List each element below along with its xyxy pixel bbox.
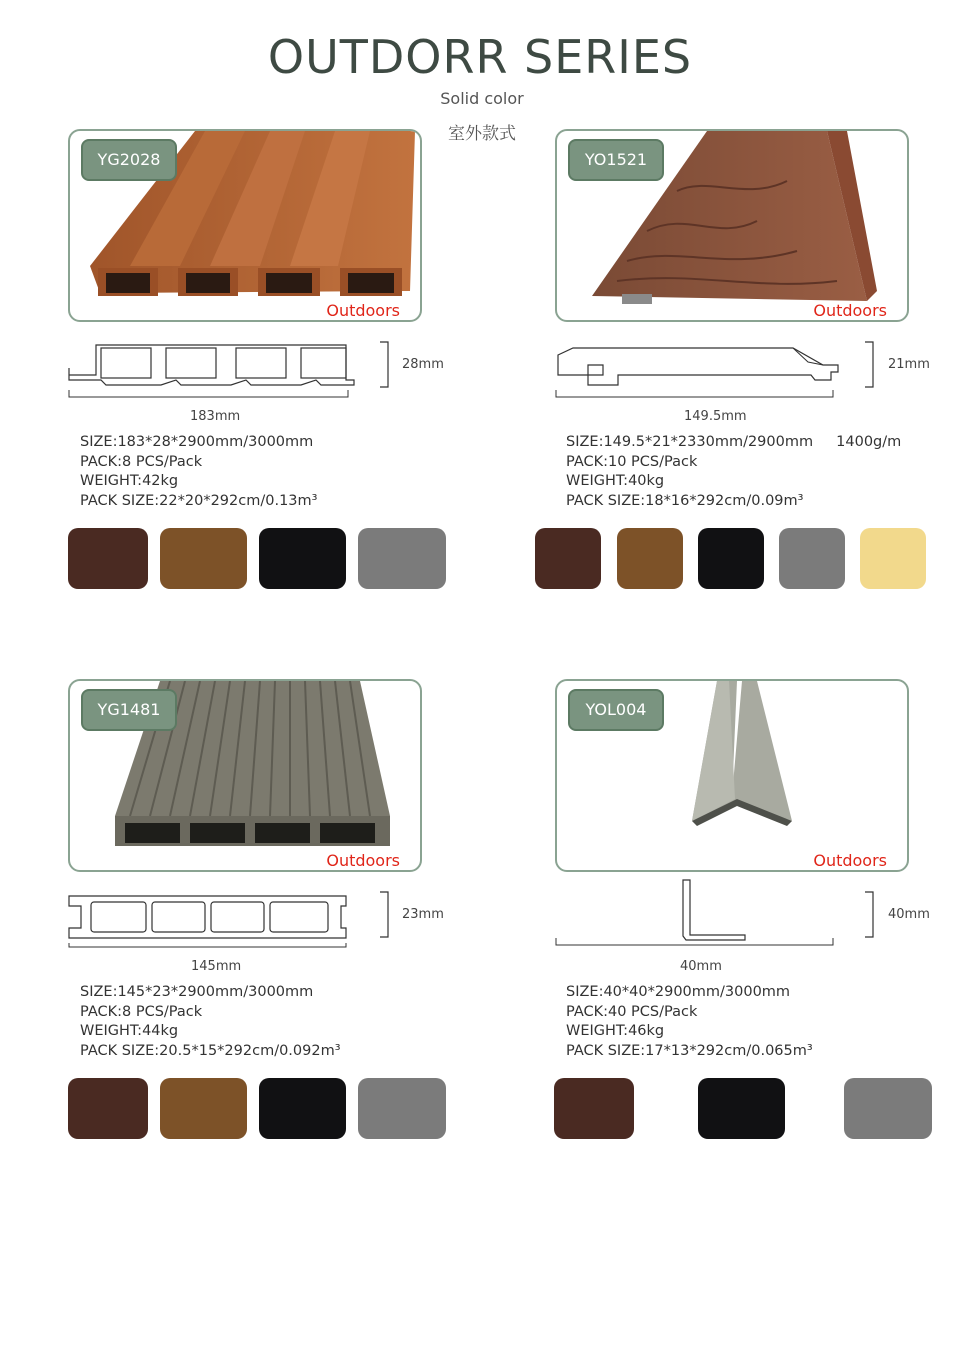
color-swatch <box>259 528 346 589</box>
product-specs-yol004 <box>566 983 813 1061</box>
product-specs-yg1481 <box>80 983 341 1061</box>
height-bracket <box>378 890 392 940</box>
color-swatch <box>358 528 446 589</box>
color-swatch <box>68 1078 148 1139</box>
height-dimension-label: 28mm <box>402 357 444 372</box>
color-swatch <box>779 528 845 589</box>
color-swatch <box>554 1078 634 1139</box>
outdoors-tag: Outdoors <box>813 851 887 870</box>
height-dimension-label: 21mm <box>888 357 930 372</box>
width-dimension-label: 40mm <box>680 959 722 974</box>
spec-weight: WEIGHT:44kg <box>80 1023 179 1039</box>
profile-drawing-yg1481 <box>66 888 356 952</box>
product-image-card-yol004 <box>555 679 909 872</box>
color-swatch <box>698 528 764 589</box>
height-bracket <box>378 340 392 390</box>
color-swatch <box>68 528 148 589</box>
spec-weight: WEIGHT:46kg <box>566 1023 665 1039</box>
color-swatch <box>259 1078 346 1139</box>
product-specs-yg2028 <box>80 433 317 511</box>
height-dimension-label: 23mm <box>402 907 444 922</box>
spec-size: SIZE:40*40*2900mm/3000mm <box>566 984 791 1000</box>
spec-pack: PACK:8 PCS/Pack <box>80 1003 203 1020</box>
product-code-badge: YO1521 <box>568 139 664 181</box>
spec-weight: WEIGHT:40kg <box>566 473 665 489</box>
color-swatch <box>160 1078 247 1139</box>
page-subtitle: Solid color <box>440 89 524 108</box>
profile-drawing-yol004 <box>553 878 838 950</box>
product-image-card-yg2028 <box>68 129 422 322</box>
profile-drawing-yo1521 <box>553 340 843 402</box>
product-code-badge: YOL004 <box>568 689 664 731</box>
spec-size: SIZE:145*23*2900mm/3000mm <box>80 984 314 1000</box>
product-specs-yo1521 <box>566 433 901 511</box>
outdoors-tag: Outdoors <box>813 301 887 320</box>
spec-pack-size: PACK SIZE:22*20*292cm/0.13m³ <box>80 492 318 509</box>
spec-pack-size: PACK SIZE:17*13*292cm/0.065m³ <box>566 1042 813 1059</box>
color-swatch <box>844 1078 932 1139</box>
width-dimension-label: 183mm <box>190 409 241 424</box>
spec-size: SIZE:149.5*21*2330mm/2900mm 1400g/m <box>566 434 902 450</box>
page-subtitle-chinese: 室外款式 <box>448 124 516 144</box>
page-title: OUTDORR SERIES <box>267 30 693 84</box>
outdoors-tag: Outdoors <box>326 851 400 870</box>
spec-pack: PACK:8 PCS/Pack <box>80 453 203 470</box>
product-image-card-yo1521 <box>555 129 909 322</box>
color-swatch <box>698 1078 785 1139</box>
height-bracket <box>863 340 877 390</box>
spec-pack-size: PACK SIZE:20.5*15*292cm/0.092m³ <box>80 1042 341 1059</box>
color-swatch <box>358 1078 446 1139</box>
spec-pack: PACK:40 PCS/Pack <box>566 1003 698 1020</box>
spec-pack: PACK:10 PCS/Pack <box>566 453 698 470</box>
width-dimension-label: 145mm <box>191 959 242 974</box>
spec-weight: WEIGHT:42kg <box>80 473 179 489</box>
color-swatch <box>160 528 247 589</box>
product-image-card-yg1481 <box>68 679 422 872</box>
spec-size: SIZE:183*28*2900mm/3000mm <box>80 434 314 450</box>
product-code-badge: YG1481 <box>81 689 177 731</box>
spec-pack-size: PACK SIZE:18*16*292cm/0.09m³ <box>566 492 804 509</box>
height-dimension-label: 40mm <box>888 907 930 922</box>
color-swatch <box>860 528 926 589</box>
height-bracket <box>863 890 877 940</box>
product-code-badge: YG2028 <box>81 139 177 181</box>
profile-drawing-yg2028 <box>66 340 366 402</box>
width-dimension-label: 149.5mm <box>684 409 747 424</box>
color-swatch <box>617 528 683 589</box>
outdoors-tag: Outdoors <box>326 301 400 320</box>
color-swatch <box>535 528 601 589</box>
